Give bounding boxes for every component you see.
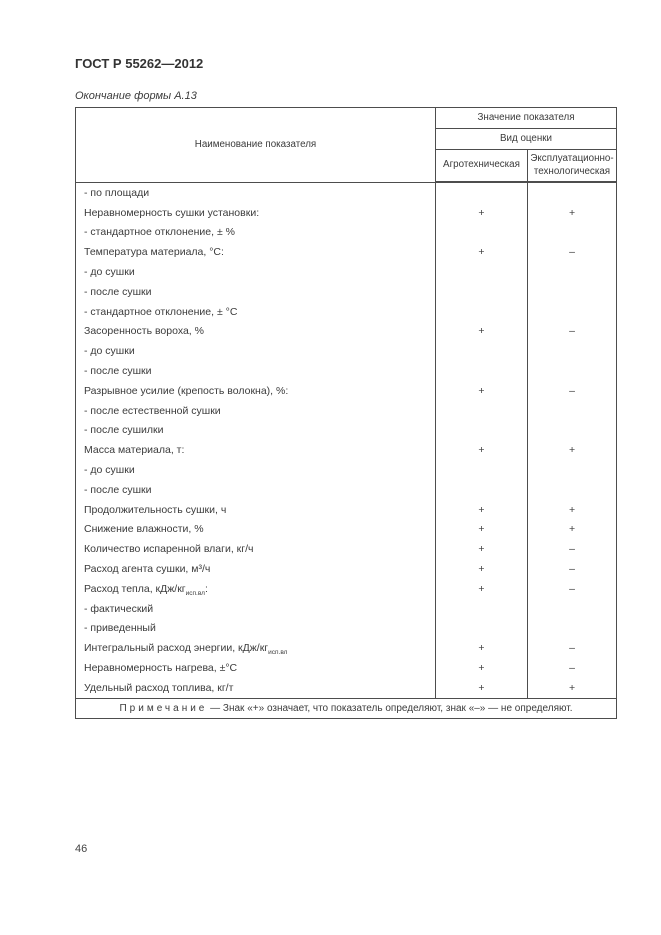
indicator-label: - после сушилки	[76, 421, 436, 441]
indicator-label: - по площади	[76, 182, 436, 203]
header-rating-group: Вид оценки	[436, 129, 617, 150]
table-row	[76, 500, 617, 520]
indicator-label: - приведенный	[76, 619, 436, 639]
expl-value: –	[528, 539, 617, 559]
table-row	[76, 381, 617, 401]
expl-value: –	[528, 638, 617, 658]
table-row	[76, 262, 617, 282]
header-name-col: Наименование показателя	[76, 108, 436, 183]
agro-value	[436, 460, 528, 480]
header-row-value-group	[76, 108, 617, 129]
table-row	[76, 242, 617, 262]
table-row	[76, 341, 617, 361]
table-header	[76, 108, 617, 183]
agro-value	[436, 480, 528, 500]
agro-value: +	[436, 322, 528, 342]
note-text: — Знак «+» означает, что показатель определяют, знак «–» — не определяют.	[207, 702, 573, 714]
table-footer	[76, 698, 617, 718]
table-row	[76, 678, 617, 698]
indicator-label: Засоренность вороха, %	[76, 322, 436, 342]
indicator-label: Расход агента сушки, м³/ч	[76, 559, 436, 579]
table-row	[76, 361, 617, 381]
table-row	[76, 619, 617, 639]
agro-value: +	[436, 678, 528, 698]
agro-value: +	[436, 203, 528, 223]
table-row	[76, 401, 617, 421]
table-row	[76, 322, 617, 342]
expl-value: –	[528, 322, 617, 342]
table-row	[76, 440, 617, 460]
expl-value: –	[528, 579, 617, 599]
agro-value	[436, 182, 528, 203]
header-col-expl: Эксплуатационно-технологическая	[528, 150, 617, 183]
expl-value	[528, 480, 617, 500]
indicator-label: Масса материала, т:	[76, 440, 436, 460]
indicator-label: - после сушки	[76, 282, 436, 302]
indicator-label: - до сушки	[76, 341, 436, 361]
expl-value: –	[528, 559, 617, 579]
expl-value: +	[528, 520, 617, 540]
expl-value: –	[528, 242, 617, 262]
agro-value: +	[436, 500, 528, 520]
indicator-label: Неравномерность нагрева, ±°С	[76, 658, 436, 678]
indicator-label-subscript: исп.вл	[268, 649, 288, 657]
table-row	[76, 460, 617, 480]
table-body	[76, 182, 617, 698]
agro-value: +	[436, 579, 528, 599]
expl-value	[528, 182, 617, 203]
agro-value: +	[436, 638, 528, 658]
agro-value	[436, 262, 528, 282]
page-number: 46	[75, 843, 88, 855]
table-row	[76, 579, 617, 599]
indicator-label: Разрывное усилие (крепость волокна), %:	[76, 381, 436, 401]
expl-value	[528, 401, 617, 421]
agro-value	[436, 282, 528, 302]
indicator-label: Температура материала, °С:	[76, 242, 436, 262]
expl-value	[528, 262, 617, 282]
expl-value	[528, 302, 617, 322]
agro-value	[436, 401, 528, 421]
expl-value	[528, 282, 617, 302]
indicator-label-subscript: исп.вл	[185, 589, 205, 597]
table-row	[76, 520, 617, 540]
indicator-label: Неравномерность сушки установки:	[76, 203, 436, 223]
form-caption: Окончание формы А.13	[75, 90, 197, 102]
table-row	[76, 182, 617, 203]
indicators-table	[75, 107, 617, 719]
table-row	[76, 539, 617, 559]
expl-value	[528, 599, 617, 619]
agro-value: +	[436, 658, 528, 678]
agro-value: +	[436, 539, 528, 559]
indicator-label: - после сушки	[76, 361, 436, 381]
table-row	[76, 638, 617, 658]
indicator-label: - стандартное отклонение, ± %	[76, 223, 436, 243]
indicator-label: - до сушки	[76, 460, 436, 480]
expl-value	[528, 223, 617, 243]
agro-value	[436, 302, 528, 322]
expl-value: –	[528, 658, 617, 678]
note-cell	[76, 698, 617, 718]
agro-value: +	[436, 520, 528, 540]
expl-value: +	[528, 500, 617, 520]
indicator-label: Количество испаренной влаги, кг/ч	[76, 539, 436, 559]
agro-value: +	[436, 242, 528, 262]
table-row	[76, 223, 617, 243]
table-row	[76, 282, 617, 302]
indicator-label: Удельный расход топлива, кг/т	[76, 678, 436, 698]
expl-value: –	[528, 381, 617, 401]
expl-value	[528, 421, 617, 441]
expl-value	[528, 619, 617, 639]
agro-value: +	[436, 559, 528, 579]
indicator-label: Продолжительность сушки, ч	[76, 500, 436, 520]
agro-value	[436, 223, 528, 243]
agro-value	[436, 619, 528, 639]
header-col-agro: Агротехническая	[436, 150, 528, 183]
agro-value	[436, 361, 528, 381]
expl-value: +	[528, 440, 617, 460]
expl-value	[528, 460, 617, 480]
agro-value	[436, 599, 528, 619]
table-row	[76, 658, 617, 678]
indicator-label: - после естественной сушки	[76, 401, 436, 421]
note-row	[76, 698, 617, 718]
expl-value	[528, 361, 617, 381]
agro-value	[436, 341, 528, 361]
table-row	[76, 480, 617, 500]
note-label: Примечание	[119, 702, 208, 714]
table-row	[76, 203, 617, 223]
indicator-label: Расход тепла, кДж/$кг_{исп.вл}$:	[76, 579, 436, 599]
indicator-label: Интегральный расход энергии, кДж/$кг_{исп.вл}$	[76, 638, 436, 658]
indicator-label: - стандартное отклонение, ± °С	[76, 302, 436, 322]
agro-value: +	[436, 440, 528, 460]
expl-value	[528, 341, 617, 361]
indicator-label: Снижение влажности, %	[76, 520, 436, 540]
agro-value: +	[436, 381, 528, 401]
agro-value	[436, 421, 528, 441]
table-row	[76, 302, 617, 322]
expl-value: +	[528, 203, 617, 223]
header-value-group: Значение показателя	[436, 108, 617, 129]
indicator-label: - фактический	[76, 599, 436, 619]
expl-value: +	[528, 678, 617, 698]
doc-number: ГОСТ Р 55262—2012	[75, 56, 204, 71]
indicator-label: - после сушки	[76, 480, 436, 500]
table-row	[76, 421, 617, 441]
indicator-label: - до сушки	[76, 262, 436, 282]
table-row	[76, 559, 617, 579]
table-row	[76, 599, 617, 619]
